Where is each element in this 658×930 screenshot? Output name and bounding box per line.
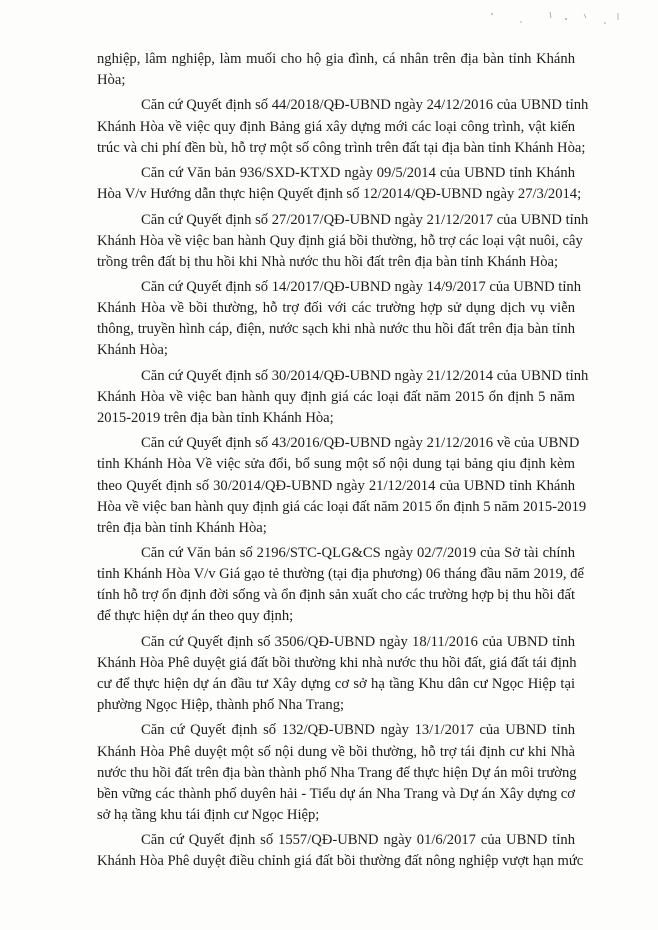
paragraph-legal-basis	[97, 210, 589, 273]
text-line: Căn cứ Quyết định số 30/2014/QĐ-UBND ngày 21/12/2014 của UBND tỉnh	[141, 367, 589, 384]
text-line: cư để thực hiện dự án đầu tư Xây dựng cơ sở hạ tầng Khu dân cư Ngọc Hiệp tại	[97, 676, 575, 692]
text-line: Khánh Hòa về việc ban hành quy định giá các loại đất năm 2015 ổn định 5 năm	[97, 388, 575, 405]
paragraph-legal-basis	[97, 543, 584, 627]
paragraph-legal-basis	[97, 366, 589, 429]
text-line: Khánh Hòa Phê duyệt một số nội dung về bồi thường, hỗ trợ tái định cư khi Nhà	[97, 743, 575, 760]
text-line: trồng trên đất bị thu hồi khi Nhà nước thu hồi đất trên địa bàn tỉnh Khánh Hòa;	[97, 253, 559, 270]
text-line: Khánh Hòa;	[97, 342, 168, 359]
text-line: Hòa;	[97, 72, 126, 89]
text-line: sở hạ tầng khu tái định cư Ngọc Hiệp;	[97, 806, 320, 823]
text-line: Hòa V/v Hướng dẫn thực hiện Quyết định số 12/2014/QĐ-UBND ngày 27/3/2014;	[97, 186, 582, 203]
text-line: Khánh Hòa Phê duyệt điều chỉnh giá đất bồi thường đất nông nghiệp vượt hạn mức	[97, 853, 584, 870]
document-body	[97, 49, 589, 877]
text-line: Căn cứ Quyết định số 1557/QĐ-UBND ngày 01/6/2017 của UBND tỉnh	[141, 832, 575, 849]
text-line: 2015-2019 trên địa bàn tỉnh Khánh Hòa;	[97, 409, 334, 426]
paragraph-legal-basis	[97, 95, 589, 158]
text-line: Căn cứ Quyết định số 44/2018/QĐ-UBND ngày 24/12/2016 của UBND tỉnh	[141, 97, 589, 114]
text-line: Căn cứ Quyết định số 14/2017/QĐ-UBND ngày 14/9/2017 của UBND tỉnh	[141, 279, 582, 296]
text-line: Khánh Hòa về việc quy định Bảng giá xây dựng mới các loại công trình, vật kiến	[97, 118, 575, 135]
paragraph-legal-basis	[97, 632, 575, 716]
text-line: nước thu hồi đất trên địa bàn thành phố Nha Trang để thực hiện Dự án môi trường	[97, 764, 577, 781]
text-line: để thực hiện dự án theo quy định;	[97, 608, 294, 625]
text-line: nghiệp, lâm nghiệp, làm muối cho hộ gia đình, cá nhân trên địa bàn tỉnh Khánh	[97, 51, 575, 67]
text-line: Căn cứ Quyết định số 132/QĐ-UBND ngày 13/1/2017 của UBND tỉnh	[141, 722, 575, 739]
paragraph-legal-basis	[97, 277, 582, 361]
text-line: Khánh Hòa Phê duyệt giá đất bồi thường khi nhà nước thu hồi đất, giá đất tái định	[97, 654, 577, 671]
scan-artifact-marks	[488, 8, 628, 28]
paragraph-legal-basis	[97, 720, 575, 825]
text-line: Căn cứ Quyết định số 3506/QĐ-UBND ngày 18/11/2016 của UBND tỉnh	[141, 633, 575, 650]
text-line: theo Quyết định số 30/2014/QĐ-UBND ngày 21/12/2014 của UBND tỉnh Khánh	[97, 477, 575, 494]
text-line: Căn cứ Văn bản 936/SXD-KTXD ngày 09/5/2014 của UBND tỉnh Khánh	[141, 165, 575, 182]
text-line: phường Ngọc Hiệp, thành phố Nha Trang;	[97, 697, 345, 714]
paragraph-continuation	[97, 49, 575, 91]
text-line: Căn cứ Quyết định số 27/2017/QĐ-UBND ngày 21/12/2017 của UBND tỉnh	[141, 211, 589, 228]
text-line: Căn cứ Văn bản số 2196/STC-QLG&CS ngày 02/7/2019 của Sở tài chính	[141, 545, 575, 562]
text-line: tính hỗ trợ ổn định đời sống và ổn định sản xuất cho các trường hợp bị thu hồi đất	[97, 587, 575, 604]
text-line: Hòa về việc ban hành quy định giá các loại đất năm 2015 ổn định 5 năm 2015-2019	[97, 498, 587, 515]
text-line: trên địa bàn tỉnh Khánh Hòa;	[97, 519, 267, 536]
paragraph-legal-basis	[97, 830, 584, 872]
text-line: trúc và chi phí đền bù, hỗ trợ một số công trình trên đất tại địa bàn tỉnh Khánh Hòa;	[97, 139, 586, 156]
text-line: Khánh Hòa về việc ban hành Quy định giá bồi thường, hỗ trợ các loại vật nuôi, cây	[97, 232, 583, 249]
text-line: bền vững các thành phố duyên hải - Tiểu dự án Nha Trang và Dự án Xây dựng cơ	[97, 785, 575, 802]
text-line: tỉnh Khánh Hòa Về việc sửa đổi, bổ sung một số nội dung tại bảng qiu định kèm	[97, 456, 575, 473]
text-line: Khánh Hòa về bồi thường, hỗ trợ đối với các trường hợp sử dụng dịch vụ viễn	[97, 300, 575, 317]
paragraph-legal-basis	[97, 433, 587, 538]
text-line: Căn cứ Quyết định số 43/2016/QĐ-UBND ngày 21/12/2016 về của UBND	[141, 435, 580, 452]
paragraph-legal-basis	[97, 163, 582, 205]
text-line: thông, truyền hình cáp, điện, nước sạch khi nhà nước thu hồi đất trên địa bàn tỉnh	[97, 321, 575, 338]
text-line: tỉnh Khánh Hòa V/v Giá gạo tẻ thường (tại địa phương) 06 tháng đầu năm 2019, để	[97, 566, 584, 583]
